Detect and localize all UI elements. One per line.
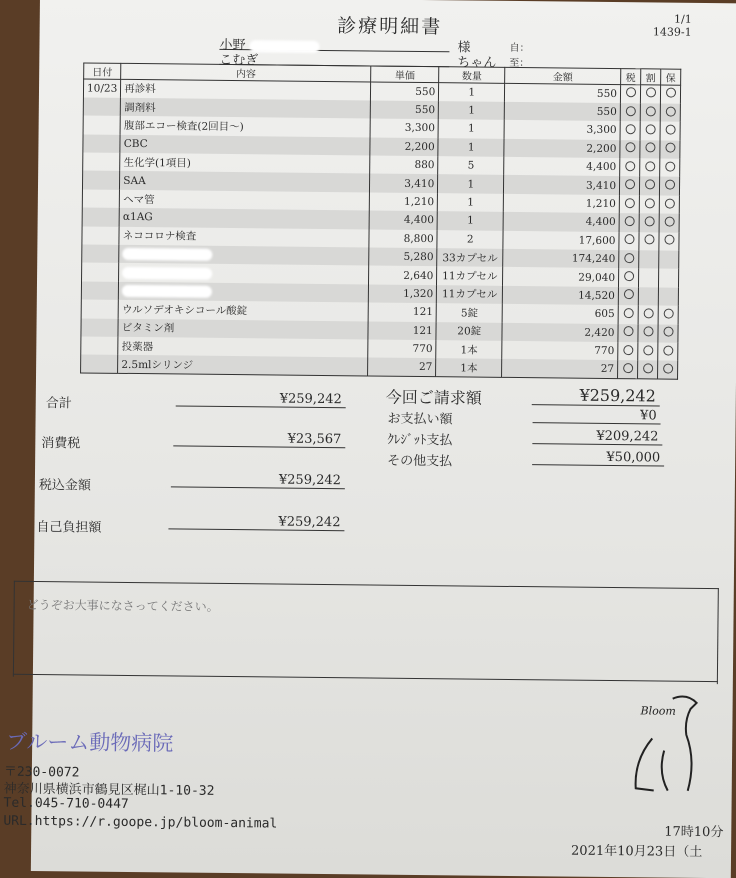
invoice-value: ¥259,242	[532, 385, 660, 406]
cell-amount: 29,040	[503, 267, 619, 287]
circle-mark-icon	[625, 179, 635, 189]
flag-discount	[640, 103, 660, 122]
flag-discount	[638, 342, 658, 361]
circle-mark-icon	[624, 216, 634, 226]
pet-suffix: ちゃん	[457, 55, 497, 71]
cell-item: 再診料	[121, 79, 371, 100]
circle-mark-icon	[643, 363, 653, 373]
cell-item: α1AG	[119, 208, 369, 229]
cell-amount: 4,400	[504, 157, 620, 177]
circle-mark-icon	[624, 253, 634, 263]
flag-discount	[638, 361, 658, 380]
cell-price: 1,320	[369, 284, 437, 303]
header-insurance: 保	[661, 69, 681, 85]
flag-discount	[638, 269, 658, 288]
logo-text: Bloom	[640, 704, 676, 718]
flag-tax	[620, 140, 640, 159]
flag-tax	[618, 342, 638, 361]
cell-price: 1,210	[370, 192, 438, 211]
cell-date	[81, 336, 118, 355]
circle-mark-icon	[624, 271, 634, 281]
flag-tax	[620, 103, 640, 122]
cell-qty: 1	[438, 193, 504, 212]
circle-mark-icon	[665, 125, 675, 135]
cell-date	[82, 189, 119, 208]
circle-mark-icon	[624, 198, 634, 208]
circle-mark-icon	[665, 180, 675, 190]
circle-mark-icon	[625, 124, 635, 134]
cell-item: ネココロナ検査	[119, 226, 369, 247]
circle-mark-icon	[645, 143, 655, 153]
cell-date	[82, 244, 119, 263]
cell-amount: 770	[502, 341, 618, 361]
flag-insurance	[660, 85, 680, 104]
cell-price: 8,800	[369, 229, 437, 248]
cell-amount: 14,520	[503, 286, 619, 306]
cell-qty: 11カプセル	[437, 285, 503, 304]
cell-qty: 1本	[436, 340, 502, 359]
cell-item: ビタミン剤	[118, 318, 368, 339]
flag-tax	[620, 85, 640, 104]
subtotal-value: ¥259,242	[176, 390, 346, 408]
flag-insurance	[659, 232, 679, 251]
cell-price: 4,400	[369, 211, 437, 230]
header-tax: 税	[621, 69, 641, 85]
flag-tax	[619, 232, 639, 251]
cell-item: ヘマ管	[120, 190, 370, 211]
print-time: 17時10分	[664, 824, 724, 841]
circle-mark-icon	[664, 216, 674, 226]
cell-item: 調剤料	[121, 98, 371, 119]
cell-price: 3,300	[370, 119, 438, 138]
flag-insurance	[659, 195, 679, 214]
tax-included-value: ¥259,242	[171, 471, 345, 489]
cell-item: ウルソデオキシコール酸錠	[118, 300, 368, 321]
flag-insurance	[658, 269, 678, 288]
cell-amount: 550	[504, 102, 620, 122]
flag-discount	[639, 250, 659, 269]
flag-tax	[619, 195, 639, 214]
clinic-tel: Tel.045-710-0447	[3, 795, 129, 812]
flag-discount	[639, 177, 659, 196]
paid-label: お支払い額	[387, 411, 453, 428]
circle-mark-icon	[663, 327, 673, 337]
cell-price: 550	[371, 82, 439, 101]
flag-discount	[640, 122, 660, 141]
circle-mark-icon	[645, 124, 655, 134]
header-amount: 金額	[505, 67, 621, 84]
cell-qty: 1	[437, 211, 503, 230]
circle-mark-icon	[643, 308, 653, 318]
header-discount: 割	[641, 69, 661, 85]
cell-amount: 2,420	[502, 322, 618, 342]
flag-insurance	[658, 361, 678, 380]
circle-mark-icon	[663, 363, 673, 373]
document-title: 診療明細書	[337, 15, 443, 39]
subtotal-label: 合計	[45, 396, 72, 412]
cell-price: 3,410	[370, 174, 438, 193]
page-count: 1/1	[674, 12, 692, 26]
cell-date	[81, 281, 118, 300]
document-number: 1439-1	[652, 25, 692, 39]
cell-date	[82, 226, 119, 245]
flag-tax	[620, 158, 640, 177]
cell-amount: 2,200	[504, 139, 620, 159]
cell-price: 880	[370, 156, 438, 175]
flag-tax	[618, 268, 638, 287]
cell-date	[83, 97, 120, 116]
cell-amount: 605	[502, 304, 618, 324]
cell-item: 投薬器	[118, 337, 368, 358]
circle-mark-icon	[643, 327, 653, 337]
cell-qty: 2	[437, 230, 503, 249]
cell-qty: 1	[438, 175, 504, 194]
cell-qty: 20錠	[436, 322, 502, 341]
circle-mark-icon	[663, 345, 673, 355]
flag-discount	[638, 305, 658, 324]
cell-price: 27	[368, 358, 436, 377]
cell-amount: 4,400	[503, 212, 619, 232]
flag-tax	[618, 324, 638, 343]
cell-item: CBC	[120, 135, 370, 156]
header-qty: 数量	[439, 67, 505, 84]
circle-mark-icon	[665, 88, 675, 98]
owner-surname: 小野	[219, 37, 246, 54]
flag-tax	[618, 360, 638, 379]
cell-qty: 1	[438, 138, 504, 157]
cell-amount: 550	[505, 83, 621, 103]
cell-price: 2,640	[369, 266, 437, 285]
circle-mark-icon	[625, 142, 635, 152]
flag-discount	[640, 85, 660, 104]
cell-item: 生化学(1項目)	[120, 153, 370, 174]
cell-item: 腹部エコー検査(2回目～)	[120, 116, 370, 137]
to-label: 至：	[509, 57, 530, 70]
copay-label: 自己負担額	[36, 519, 102, 536]
circle-mark-icon	[664, 198, 674, 208]
copay-value: ¥259,242	[168, 513, 344, 531]
cell-qty: 11カプセル	[437, 267, 503, 286]
flag-insurance	[660, 122, 680, 141]
header-price: 単価	[371, 66, 439, 83]
flag-insurance	[660, 140, 680, 159]
circle-mark-icon	[645, 106, 655, 116]
flag-tax	[619, 177, 639, 196]
circle-mark-icon	[623, 308, 633, 318]
flag-tax	[619, 213, 639, 232]
flag-insurance	[660, 103, 680, 122]
circle-mark-icon	[644, 216, 654, 226]
circle-mark-icon	[625, 106, 635, 116]
owner-suffix: 様	[457, 40, 471, 56]
invoice-label: 今回ご請求額	[385, 387, 482, 408]
cell-qty: 33カプセル	[437, 248, 503, 267]
cell-amount: 174,240	[503, 249, 619, 269]
flag-discount	[638, 287, 658, 306]
cell-qty: 5	[438, 156, 504, 175]
circle-mark-icon	[664, 235, 674, 245]
cell-qty: 1	[438, 101, 504, 120]
flag-discount	[640, 158, 660, 177]
flag-discount	[639, 195, 659, 214]
other-label: その他支払	[387, 453, 453, 470]
flag-insurance	[658, 324, 678, 343]
cell-date	[82, 171, 119, 190]
circle-mark-icon	[624, 234, 634, 244]
flag-insurance	[659, 251, 679, 270]
flag-insurance	[659, 177, 679, 196]
tax-included-label: 税込金額	[38, 478, 91, 494]
cell-date	[82, 208, 119, 227]
flag-tax	[618, 287, 638, 306]
circle-mark-icon	[644, 198, 654, 208]
cell-amount: 17,600	[503, 230, 619, 250]
cell-date	[81, 318, 118, 337]
cell-qty: 5錠	[436, 303, 502, 322]
cell-date	[81, 355, 118, 374]
other-value: ¥50,000	[532, 449, 664, 466]
cell-price: 5,280	[369, 247, 437, 266]
cell-price: 121	[368, 303, 436, 322]
message-box	[13, 581, 719, 684]
cell-qty: 1	[438, 119, 504, 138]
circle-mark-icon	[625, 88, 635, 98]
circle-mark-icon	[623, 326, 633, 336]
credit-value: ¥209,242	[532, 428, 662, 445]
header-item: 内容	[121, 63, 371, 82]
tax-value: ¥23,567	[173, 430, 345, 448]
print-date: 2021年10月23日（土	[570, 843, 703, 860]
flag-discount	[639, 232, 659, 251]
cell-date	[81, 300, 118, 319]
flag-insurance	[660, 159, 680, 178]
from-label: 自：	[509, 42, 530, 55]
paid-value: ¥0	[533, 407, 661, 424]
clinic-address: 神奈川県横浜市鶴見区梶山1-10-32	[3, 781, 215, 799]
circle-mark-icon	[623, 363, 633, 373]
cell-qty: 1	[439, 83, 505, 102]
cell-price: 770	[368, 339, 436, 358]
clinic-name: ブルーム動物病院	[6, 729, 174, 756]
clinic-url: URL.https://r.goope.jp/bloom-animal	[3, 813, 278, 832]
cell-amount: 27	[502, 359, 618, 379]
cell-date	[83, 134, 120, 153]
circle-mark-icon	[665, 161, 675, 171]
flag-tax	[618, 305, 638, 324]
page-number	[653, 12, 692, 38]
flag-discount	[638, 324, 658, 343]
cell-item: 2.5mlシリンジ	[118, 355, 368, 376]
circle-mark-icon	[645, 161, 655, 171]
flag-tax	[619, 250, 639, 269]
circle-mark-icon	[623, 345, 633, 355]
redacted-item	[123, 248, 213, 261]
circle-mark-icon	[645, 88, 655, 98]
invoice-paper	[3, 0, 736, 878]
flag-insurance	[658, 306, 678, 325]
cell-date: 10/23	[86, 82, 118, 95]
circle-mark-icon	[663, 308, 673, 318]
flag-insurance	[658, 287, 678, 306]
circle-mark-icon	[625, 161, 635, 171]
circle-mark-icon	[665, 143, 675, 153]
cell-amount: 1,210	[504, 194, 620, 214]
cell-amount: 3,300	[504, 120, 620, 140]
cell-date	[83, 153, 120, 172]
cell-item: SAA	[120, 171, 370, 192]
circle-mark-icon	[645, 179, 655, 189]
circle-mark-icon	[643, 345, 653, 355]
circle-mark-icon	[623, 290, 633, 300]
circle-mark-icon	[665, 106, 675, 116]
cell-amount: 3,410	[504, 175, 620, 195]
cell-price: 550	[370, 100, 438, 119]
cell-date	[83, 116, 120, 135]
redacted-item	[122, 285, 212, 298]
credit-label: ｸﾚｼﾞｯﾄ支払	[387, 432, 453, 449]
tax-label: 消費税	[41, 436, 81, 452]
cell-price: 121	[368, 321, 436, 340]
line-items-table	[80, 62, 681, 379]
redacted-item	[122, 266, 212, 279]
cell-qty: 1本	[436, 359, 502, 378]
pet-name: こむぎ	[219, 49, 449, 67]
cell-price: 2,200	[370, 137, 438, 156]
header-date: 日付	[84, 63, 121, 79]
clinic-postal: 〒230-0072	[3, 764, 80, 781]
circle-mark-icon	[644, 235, 654, 245]
dog-logo-icon	[624, 690, 705, 801]
flag-insurance	[658, 342, 678, 361]
flag-insurance	[659, 214, 679, 233]
flag-discount	[639, 214, 659, 233]
flag-tax	[620, 121, 640, 140]
flag-discount	[640, 140, 660, 159]
message-text: どうぞお大事になさってください。	[26, 597, 219, 614]
cell-date	[82, 263, 119, 282]
